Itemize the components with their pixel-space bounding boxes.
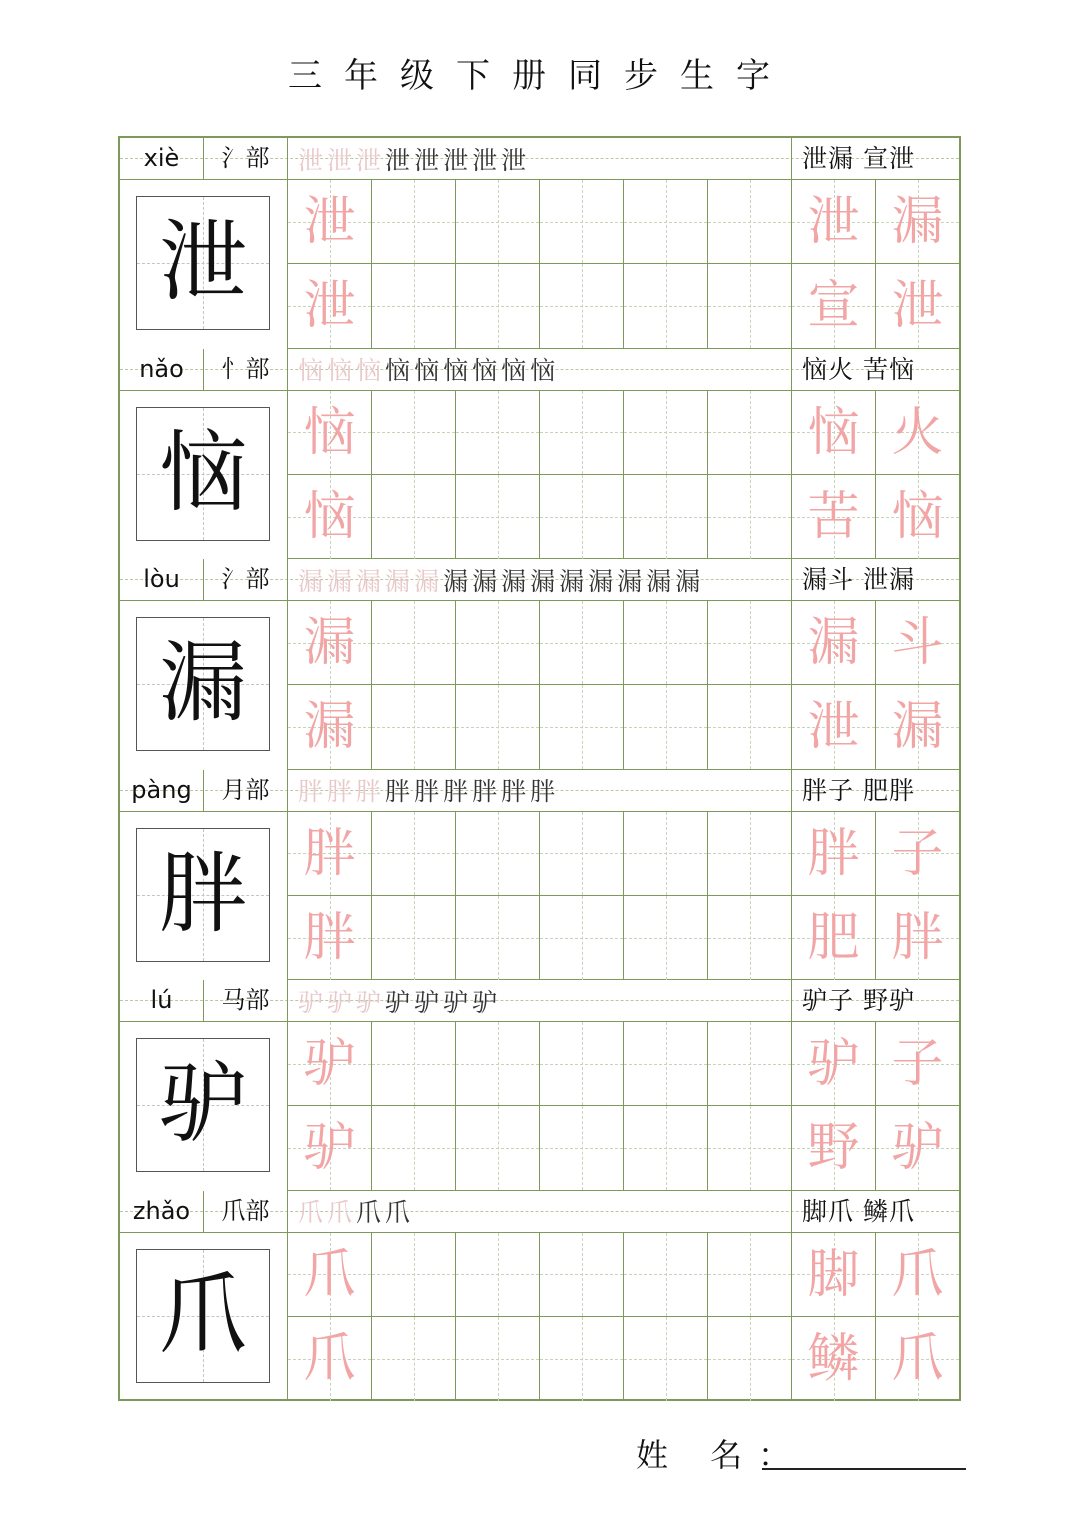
example-words: 驴子 野驴 bbox=[802, 986, 915, 1015]
stroke-order-sequence bbox=[288, 349, 792, 390]
trace-word-character: 驴 bbox=[807, 1034, 860, 1094]
stroke-step: 漏 bbox=[327, 566, 353, 596]
stroke-step: 漏 bbox=[617, 566, 643, 596]
writing-cell[interactable] bbox=[456, 896, 540, 980]
trace-word-character: 漏 bbox=[807, 613, 860, 673]
writing-cell[interactable] bbox=[288, 601, 372, 685]
writing-cell[interactable] bbox=[372, 475, 456, 559]
writing-cell[interactable] bbox=[540, 264, 624, 348]
model-character: 恼 bbox=[158, 420, 247, 524]
writing-cell[interactable] bbox=[456, 1233, 540, 1317]
practice-grid bbox=[288, 812, 959, 981]
writing-cell[interactable] bbox=[792, 685, 876, 769]
stroke-step: 漏 bbox=[559, 566, 585, 596]
trace-character: 漏 bbox=[303, 697, 356, 757]
writing-cell[interactable] bbox=[876, 180, 959, 264]
writing-cell[interactable] bbox=[624, 896, 708, 980]
trace-word-character: 胖 bbox=[891, 907, 944, 968]
writing-cell[interactable] bbox=[708, 1317, 792, 1401]
stroke-step: 漏 bbox=[414, 566, 440, 596]
stroke-step: 爪 bbox=[327, 1198, 353, 1227]
writing-cell[interactable] bbox=[792, 475, 876, 559]
trace-character: 爪 bbox=[303, 1244, 356, 1305]
stroke-step: 胖 bbox=[356, 777, 382, 806]
writing-cell[interactable] bbox=[792, 896, 876, 980]
example-words: 漏斗 泄漏 bbox=[802, 565, 915, 594]
model-character: 驴 bbox=[158, 1052, 247, 1155]
example-words: 泄漏 宣泄 bbox=[802, 144, 915, 173]
stroke-step: 恼 bbox=[472, 356, 498, 385]
stroke-step: 漏 bbox=[588, 566, 614, 596]
pinyin-label: xiè bbox=[120, 138, 204, 179]
writing-cell[interactable] bbox=[456, 264, 540, 348]
stroke-step: 泄 bbox=[472, 145, 498, 175]
stroke-step: 漏 bbox=[501, 566, 527, 596]
stroke-step: 恼 bbox=[385, 356, 411, 385]
stroke-step: 爪 bbox=[356, 1198, 382, 1227]
radical-label: 氵部 bbox=[204, 559, 288, 600]
writing-cell[interactable] bbox=[876, 1233, 959, 1317]
writing-cell[interactable] bbox=[624, 601, 708, 685]
stroke-order-sequence bbox=[288, 1191, 792, 1232]
model-character-cell bbox=[120, 180, 288, 349]
writing-cell[interactable] bbox=[372, 812, 456, 896]
writing-cell[interactable] bbox=[288, 1317, 372, 1401]
character-header-row bbox=[120, 349, 959, 391]
trace-word-character: 泄 bbox=[891, 276, 944, 336]
stroke-step: 驴 bbox=[327, 987, 353, 1017]
stroke-step: 泄 bbox=[327, 145, 353, 175]
writing-cell[interactable] bbox=[708, 1106, 792, 1190]
writing-cell[interactable] bbox=[624, 1233, 708, 1317]
trace-word-character: 漏 bbox=[891, 697, 944, 757]
pinyin-label: pàng bbox=[120, 770, 204, 811]
stroke-step: 驴 bbox=[356, 987, 382, 1017]
practice-grid bbox=[288, 391, 959, 560]
stroke-step: 驴 bbox=[298, 987, 324, 1017]
character-block bbox=[120, 349, 959, 560]
writing-cell[interactable] bbox=[456, 391, 540, 475]
practice-grid bbox=[288, 1233, 959, 1402]
pinyin-label: lòu bbox=[120, 559, 204, 600]
stroke-step: 漏 bbox=[356, 566, 382, 596]
writing-cell[interactable] bbox=[876, 264, 959, 348]
writing-cell[interactable] bbox=[624, 475, 708, 559]
writing-cell[interactable] bbox=[540, 391, 624, 475]
writing-cell[interactable] bbox=[876, 812, 959, 896]
trace-character: 泄 bbox=[303, 192, 356, 252]
stroke-step: 漏 bbox=[530, 566, 556, 596]
writing-cell[interactable] bbox=[876, 1022, 959, 1106]
writing-cell[interactable] bbox=[372, 1233, 456, 1317]
writing-cell[interactable] bbox=[792, 1106, 876, 1190]
model-character: 泄 bbox=[158, 210, 247, 313]
writing-cell[interactable] bbox=[708, 264, 792, 348]
example-words: 恼火 苦恼 bbox=[802, 354, 915, 384]
name-blank-line[interactable] bbox=[762, 1468, 966, 1470]
writing-cell[interactable] bbox=[456, 685, 540, 769]
trace-word-character: 斗 bbox=[891, 613, 944, 673]
writing-cell[interactable] bbox=[540, 1317, 624, 1401]
writing-cell[interactable] bbox=[288, 264, 372, 348]
character-header-row bbox=[120, 1191, 959, 1233]
writing-cell[interactable] bbox=[708, 685, 792, 769]
stroke-step: 恼 bbox=[501, 356, 527, 385]
stroke-step: 泄 bbox=[414, 145, 440, 175]
writing-cell[interactable] bbox=[876, 391, 959, 475]
radical-label: 马部 bbox=[204, 980, 288, 1021]
writing-cell[interactable] bbox=[624, 180, 708, 264]
writing-cell[interactable] bbox=[540, 812, 624, 896]
pinyin-label: zhǎo bbox=[120, 1191, 204, 1232]
writing-cell[interactable] bbox=[456, 1317, 540, 1401]
character-block bbox=[120, 559, 959, 770]
stroke-step: 胖 bbox=[443, 777, 469, 806]
character-block bbox=[120, 138, 959, 349]
writing-cell[interactable] bbox=[540, 601, 624, 685]
trace-word-character: 驴 bbox=[891, 1118, 944, 1178]
model-character-cell bbox=[120, 601, 288, 770]
practice-grid bbox=[288, 1022, 959, 1191]
stroke-order-sequence bbox=[288, 559, 792, 600]
stroke-step: 漏 bbox=[298, 566, 324, 596]
writing-cell[interactable] bbox=[540, 1233, 624, 1317]
writing-cell[interactable] bbox=[708, 601, 792, 685]
writing-cell[interactable] bbox=[708, 391, 792, 475]
character-header-row bbox=[120, 770, 959, 812]
character-worksheet bbox=[118, 136, 961, 1401]
character-block bbox=[120, 770, 959, 981]
writing-cell[interactable] bbox=[624, 1022, 708, 1106]
writing-cell[interactable] bbox=[540, 685, 624, 769]
trace-character: 驴 bbox=[303, 1118, 356, 1178]
trace-word-character: 爪 bbox=[891, 1328, 944, 1389]
stroke-step: 泄 bbox=[385, 145, 411, 175]
writing-cell[interactable] bbox=[624, 264, 708, 348]
stroke-step: 漏 bbox=[675, 566, 701, 596]
writing-cell[interactable] bbox=[708, 475, 792, 559]
stroke-step: 恼 bbox=[327, 356, 353, 385]
writing-cell[interactable] bbox=[456, 1106, 540, 1190]
writing-cell[interactable] bbox=[288, 812, 372, 896]
stroke-step: 漏 bbox=[443, 566, 469, 596]
character-block bbox=[120, 980, 959, 1191]
writing-cell[interactable] bbox=[288, 180, 372, 264]
page-title: 三年级下册同步生字 bbox=[288, 56, 792, 96]
writing-cell[interactable] bbox=[876, 475, 959, 559]
writing-cell[interactable] bbox=[876, 896, 959, 980]
radical-label: 月部 bbox=[204, 770, 288, 811]
writing-cell[interactable] bbox=[876, 1106, 959, 1190]
trace-word-character: 子 bbox=[891, 823, 944, 884]
writing-cell[interactable] bbox=[792, 1317, 876, 1401]
writing-cell[interactable] bbox=[624, 685, 708, 769]
stroke-step: 恼 bbox=[530, 356, 556, 385]
stroke-step: 驴 bbox=[443, 987, 469, 1017]
writing-cell[interactable] bbox=[372, 264, 456, 348]
name-label: 姓 名： bbox=[636, 1436, 807, 1474]
trace-word-character: 肥 bbox=[807, 907, 860, 968]
stroke-step: 恼 bbox=[414, 356, 440, 385]
stroke-step: 驴 bbox=[385, 987, 411, 1017]
model-character: 爪 bbox=[158, 1262, 247, 1366]
writing-cell[interactable] bbox=[792, 180, 876, 264]
writing-cell[interactable] bbox=[372, 180, 456, 264]
stroke-step: 泄 bbox=[356, 145, 382, 175]
practice-grid bbox=[288, 601, 959, 770]
writing-cell[interactable] bbox=[792, 391, 876, 475]
trace-word-character: 宣 bbox=[807, 276, 860, 336]
trace-character: 恼 bbox=[303, 486, 356, 547]
trace-character: 胖 bbox=[303, 823, 356, 884]
writing-cell[interactable] bbox=[372, 896, 456, 980]
writing-cell[interactable] bbox=[372, 1022, 456, 1106]
practice-grid bbox=[288, 180, 959, 349]
stroke-step: 泄 bbox=[501, 145, 527, 175]
trace-word-character: 子 bbox=[891, 1034, 944, 1094]
writing-cell[interactable] bbox=[288, 1106, 372, 1190]
writing-cell[interactable] bbox=[792, 264, 876, 348]
writing-cell[interactable] bbox=[456, 812, 540, 896]
radical-label: 忄部 bbox=[204, 349, 288, 390]
stroke-step: 漏 bbox=[385, 566, 411, 596]
writing-cell[interactable] bbox=[624, 812, 708, 896]
example-words: 胖子 肥胖 bbox=[802, 775, 915, 805]
writing-cell[interactable] bbox=[540, 896, 624, 980]
stroke-step: 漏 bbox=[646, 566, 672, 596]
trace-character: 漏 bbox=[303, 613, 356, 673]
stroke-step: 漏 bbox=[472, 566, 498, 596]
writing-cell[interactable] bbox=[708, 180, 792, 264]
writing-cell[interactable] bbox=[288, 896, 372, 980]
trace-word-character: 火 bbox=[891, 402, 944, 463]
writing-cell[interactable] bbox=[708, 812, 792, 896]
stroke-step: 胖 bbox=[472, 777, 498, 806]
stroke-step: 恼 bbox=[356, 356, 382, 385]
model-character: 胖 bbox=[158, 841, 247, 945]
writing-cell[interactable] bbox=[708, 1022, 792, 1106]
stroke-step: 泄 bbox=[443, 145, 469, 175]
radical-label: 氵部 bbox=[204, 138, 288, 179]
trace-word-character: 胖 bbox=[807, 823, 860, 884]
stroke-step: 驴 bbox=[414, 987, 440, 1017]
trace-character: 胖 bbox=[303, 907, 356, 968]
writing-cell[interactable] bbox=[624, 1106, 708, 1190]
trace-word-character: 脚 bbox=[807, 1244, 860, 1305]
writing-cell[interactable] bbox=[372, 1317, 456, 1401]
character-header-row bbox=[120, 559, 959, 601]
trace-word-character: 苦 bbox=[807, 486, 860, 547]
stroke-order-sequence bbox=[288, 770, 792, 811]
model-character-cell bbox=[120, 1233, 288, 1402]
writing-cell[interactable] bbox=[288, 391, 372, 475]
writing-cell[interactable] bbox=[792, 812, 876, 896]
writing-cell[interactable] bbox=[372, 391, 456, 475]
writing-cell[interactable] bbox=[624, 1317, 708, 1401]
model-character-cell bbox=[120, 1022, 288, 1191]
trace-word-character: 野 bbox=[807, 1118, 860, 1178]
trace-character: 驴 bbox=[303, 1034, 356, 1094]
stroke-step: 爪 bbox=[385, 1198, 411, 1227]
stroke-step: 胖 bbox=[501, 777, 527, 806]
writing-cell[interactable] bbox=[372, 1106, 456, 1190]
character-header-row bbox=[120, 138, 959, 180]
stroke-step: 爪 bbox=[298, 1198, 324, 1227]
stroke-step: 泄 bbox=[298, 145, 324, 175]
writing-cell[interactable] bbox=[456, 601, 540, 685]
stroke-order-sequence bbox=[288, 138, 792, 179]
writing-cell[interactable] bbox=[708, 896, 792, 980]
stroke-step: 恼 bbox=[298, 356, 324, 385]
stroke-step: 胖 bbox=[298, 777, 324, 806]
writing-cell[interactable] bbox=[792, 601, 876, 685]
writing-cell[interactable] bbox=[540, 1106, 624, 1190]
writing-cell[interactable] bbox=[876, 1317, 959, 1401]
radical-label: 爪部 bbox=[204, 1191, 288, 1232]
stroke-step: 胖 bbox=[530, 777, 556, 806]
trace-character: 爪 bbox=[303, 1328, 356, 1389]
trace-word-character: 泄 bbox=[807, 192, 860, 252]
writing-cell[interactable] bbox=[624, 391, 708, 475]
character-block bbox=[120, 1191, 959, 1402]
trace-word-character: 恼 bbox=[807, 402, 860, 463]
stroke-step: 胖 bbox=[327, 777, 353, 806]
stroke-step: 胖 bbox=[414, 777, 440, 806]
writing-cell[interactable] bbox=[372, 601, 456, 685]
writing-cell[interactable] bbox=[456, 1022, 540, 1106]
writing-cell[interactable] bbox=[708, 1233, 792, 1317]
writing-cell[interactable] bbox=[540, 180, 624, 264]
character-header-row bbox=[120, 980, 959, 1022]
writing-cell[interactable] bbox=[288, 685, 372, 769]
writing-cell[interactable] bbox=[540, 1022, 624, 1106]
stroke-step: 胖 bbox=[385, 777, 411, 806]
writing-cell[interactable] bbox=[372, 685, 456, 769]
writing-cell[interactable] bbox=[876, 601, 959, 685]
pinyin-label: nǎo bbox=[120, 349, 204, 390]
writing-cell[interactable] bbox=[288, 1022, 372, 1106]
writing-cell[interactable] bbox=[456, 180, 540, 264]
model-character: 漏 bbox=[158, 631, 247, 734]
writing-cell[interactable] bbox=[792, 1022, 876, 1106]
writing-cell[interactable] bbox=[288, 475, 372, 559]
writing-cell[interactable] bbox=[540, 475, 624, 559]
trace-word-character: 泄 bbox=[807, 697, 860, 757]
stroke-order-sequence bbox=[288, 980, 792, 1021]
trace-word-character: 鳞 bbox=[807, 1328, 860, 1389]
trace-word-character: 恼 bbox=[891, 486, 944, 547]
trace-word-character: 漏 bbox=[891, 192, 944, 252]
pinyin-label: lú bbox=[120, 980, 204, 1021]
trace-character: 恼 bbox=[303, 402, 356, 463]
writing-cell[interactable] bbox=[876, 685, 959, 769]
writing-cell[interactable] bbox=[456, 475, 540, 559]
trace-character: 泄 bbox=[303, 276, 356, 336]
trace-word-character: 爪 bbox=[891, 1244, 944, 1305]
model-character-cell bbox=[120, 391, 288, 560]
writing-cell[interactable] bbox=[792, 1233, 876, 1317]
writing-cell[interactable] bbox=[288, 1233, 372, 1317]
stroke-step: 恼 bbox=[443, 356, 469, 385]
example-words: 脚爪 鳞爪 bbox=[802, 1196, 915, 1226]
model-character-cell bbox=[120, 812, 288, 981]
stroke-step: 驴 bbox=[472, 987, 498, 1017]
